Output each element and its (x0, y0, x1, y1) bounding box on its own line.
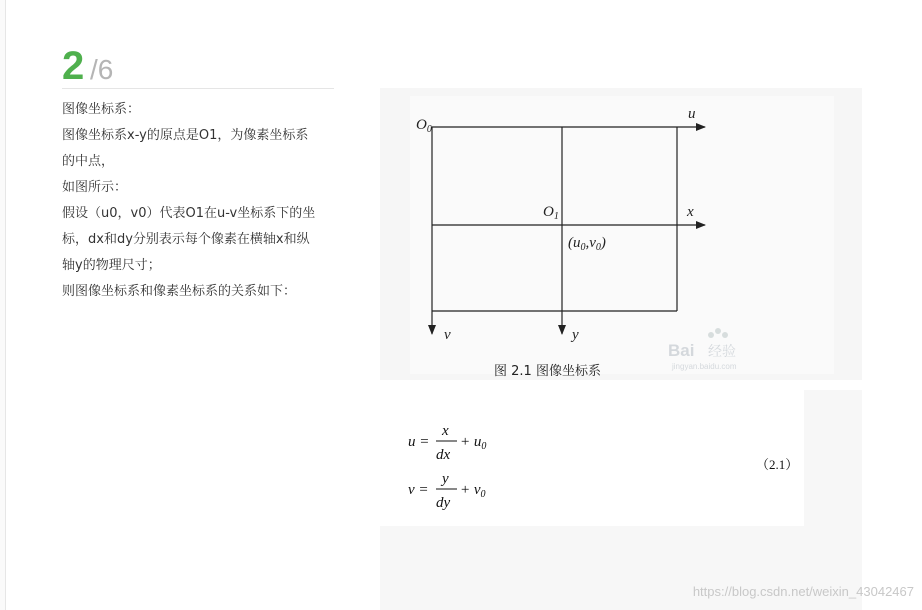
description-line: 轴y的物理尺寸； (62, 258, 161, 273)
eq2-denominator: dy (436, 495, 451, 511)
description-line: 图像坐标系x-y的原点是O1，为像素坐标系 (62, 128, 309, 143)
description-line: 如图所示： (62, 180, 128, 195)
v-axis-label: v (444, 327, 451, 343)
formula-equations (380, 390, 862, 610)
description-line: 图像坐标系： (62, 102, 141, 117)
description-line: 则图像坐标系和像素坐标系的关系如下： (62, 284, 297, 299)
formula-figure[interactable] (380, 390, 862, 610)
step-description (62, 97, 334, 305)
x-axis-label: x (687, 204, 694, 220)
eq1-lhs: u = (408, 434, 430, 450)
coordinate-figure[interactable] (380, 88, 862, 380)
origin-O0-label: $O_0$ (416, 117, 432, 135)
u-axis-label: u (688, 106, 696, 122)
principal-point-label: $(u_0,v_0)$ (568, 235, 606, 253)
step-current-number: 2 (62, 44, 85, 88)
figure-caption: 图 2.1 图像坐标系 (494, 364, 601, 379)
eq2-numerator: y (442, 471, 449, 487)
eq1-plus-term: + $u_0$ (460, 434, 487, 452)
step-total: /6 (90, 54, 114, 85)
description-line: 标，dx和dy分别表示每个像素在横轴x和纵 (62, 232, 310, 247)
description-line: 假设（u0，v0）代表O1在u-v坐标系下的坐 (62, 206, 316, 221)
step-header (62, 44, 334, 89)
description-line: 的中点， (62, 154, 115, 169)
coordinate-diagram (380, 88, 862, 380)
eq1-numerator: x (442, 423, 449, 439)
origin-O1-label: $O_1$ (543, 204, 559, 222)
eq2-lhs: v = (408, 482, 429, 498)
svg-text:经验: 经验 (708, 344, 736, 360)
equation-number: （2.1） (756, 457, 799, 472)
eq2-plus-term: + $v_0$ (460, 482, 486, 500)
csdn-watermark: https://blog.csdn.net/weixin_43042467 (692, 584, 914, 599)
eq1-denominator: dx (436, 447, 451, 463)
svg-text:Bai: Bai (668, 341, 695, 360)
svg-text:jingyan.baidu.com: jingyan.baidu.com (672, 362, 737, 371)
figure-image-area (410, 96, 834, 374)
y-axis-label: y (572, 327, 579, 343)
left-border (0, 0, 6, 610)
